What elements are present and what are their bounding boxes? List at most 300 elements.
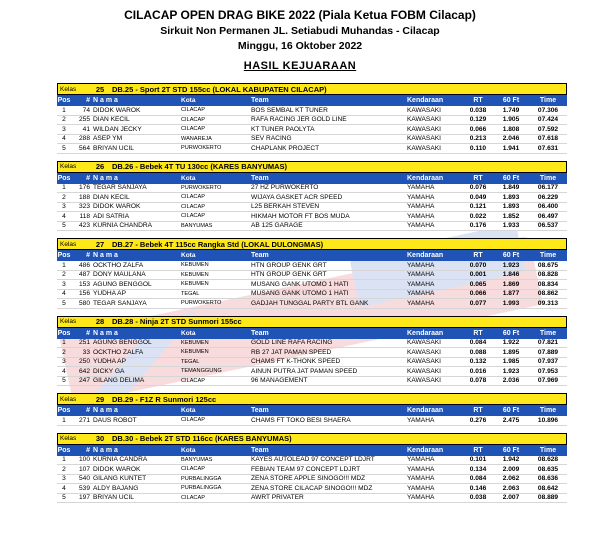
cell-pos: 5 [62, 299, 66, 307]
cell-pos: 3 [62, 203, 66, 211]
cell-pos: 5 [62, 222, 66, 230]
column-header-kota: Kota [181, 329, 196, 337]
table-row [57, 290, 567, 300]
cell-name: WILDAN JECKY [93, 125, 142, 133]
class-label: Kelas [60, 163, 77, 170]
cell-rt: 0.066 [469, 125, 487, 133]
class-block [57, 316, 567, 387]
cell-ft: 2.062 [502, 475, 520, 483]
column-header-kota: Kota [181, 252, 196, 259]
cell-kota: CILACAP [181, 116, 205, 123]
class-block [57, 238, 567, 309]
cell-no: 288 [78, 135, 90, 143]
column-header-name: N a m a [93, 407, 118, 414]
cell-team: KAYES AUTOLEAD 97 CONCEPT LDJRT [251, 456, 375, 464]
cell-team: CHAMS FT K-THONK SPEED [251, 358, 341, 366]
cell-team: CHAMS FT TOKO BESI SHAERA [251, 416, 351, 424]
cell-name: OCKTHO ZALFA [93, 348, 144, 356]
class-title: DB.27 - Bebek 4T 115cc Rangka Std (LOKAL DULONGMAS) [112, 239, 324, 249]
cell-time: 10.896 [537, 416, 559, 424]
cell-no: 251 [78, 339, 90, 347]
cell-no: 642 [78, 367, 90, 375]
cell-pos: 4 [62, 290, 66, 298]
cell-kota: CILACAP [181, 417, 205, 424]
cell-team: SEV RACING [251, 135, 292, 143]
cell-team: FEBIAN TEAM 97 CONCEPT LDJRT [251, 465, 361, 473]
cell-rt: 0.134 [469, 465, 487, 473]
cell-time: 07.424 [537, 116, 559, 124]
column-header-kendaraan: Kendaraan [407, 97, 444, 104]
cell-team: ZENA STORE APPLE SINOGO!!! MDZ [251, 475, 366, 483]
cell-pos: 1 [62, 106, 66, 114]
cell-rt: 0.049 [469, 193, 487, 201]
column-header-time: Time [539, 407, 557, 414]
cell-kota: PURWOKERTO [181, 184, 222, 191]
column-header-pos: Pos [57, 174, 71, 182]
cell-name: GILANG DELIMA [93, 377, 145, 385]
cell-no: 197 [78, 494, 90, 502]
class-block [57, 83, 567, 154]
cell-team: ZENA STORE CILACAP SINOGO!!! MDZ [251, 484, 373, 492]
cell-time: 06.400 [537, 203, 559, 211]
column-header-name: N a m a [93, 174, 118, 182]
cell-time: 06.229 [537, 193, 559, 201]
cell-rt: 0.213 [469, 135, 487, 143]
cell-name: KURNIA CANDRA [93, 456, 148, 464]
cell-name: YUDHA AP [93, 358, 126, 366]
cell-name: DIAN KECIL [93, 193, 130, 201]
cell-time: 06.497 [537, 212, 559, 220]
class-label: Kelas [60, 318, 77, 325]
column-header-team: Team [251, 97, 269, 104]
cell-no: 107 [78, 465, 90, 473]
cell-ft: 1.933 [502, 222, 520, 230]
cell-kota: CILACAP [181, 107, 205, 114]
column-header-pos: Pos [57, 329, 71, 337]
column-header-rt: RT [473, 252, 483, 259]
cell-kend: YAMAHA [407, 456, 435, 464]
column-header-name: N a m a [93, 329, 118, 337]
cell-rt: 0.078 [469, 377, 487, 385]
cell-name: BRIYAN UCIL [93, 144, 134, 152]
cell-rt: 0.084 [469, 339, 487, 347]
column-header-ft60: 60 Ft [502, 407, 520, 414]
cell-rt: 0.084 [469, 475, 487, 483]
class-title: DB.28 - Ninja 2T STD Sunmori 155cc [112, 317, 242, 326]
cell-ft: 1.808 [502, 125, 520, 133]
column-header-row [57, 95, 567, 106]
class-title-bar [57, 393, 567, 405]
cell-name: ADI SATRIA [93, 212, 130, 220]
cell-rt: 0.016 [469, 367, 487, 375]
column-header-ft60: 60 Ft [502, 174, 520, 182]
cell-ft: 1.852 [502, 212, 520, 220]
class-number: 28 [95, 317, 105, 326]
cell-time: 06.177 [537, 184, 559, 192]
table-row [57, 299, 567, 309]
cell-team: RAFA RACING JER GOLD LINE [251, 116, 347, 124]
cell-ft: 1.846 [502, 271, 520, 279]
cell-kend: KAWASAKI [407, 135, 441, 143]
cell-kota: TEMANGGUNG [181, 368, 222, 375]
cell-time: 08.828 [537, 271, 559, 279]
cell-kend: YAMAHA [407, 494, 435, 502]
cell-no: 487 [78, 271, 90, 279]
table-row [57, 465, 567, 475]
cell-team: AWRT PRIVATER [251, 494, 304, 502]
cell-pos: 3 [62, 280, 66, 288]
cell-ft: 1.893 [502, 203, 520, 211]
table-row [57, 135, 567, 145]
cell-time: 08.636 [537, 475, 559, 483]
class-title-bar [57, 316, 567, 328]
table-row [57, 106, 567, 116]
class-title: DB.30 - Bebek 2T STD 116cc (KARES BANYUMAS) [112, 434, 292, 443]
cell-kend: YAMAHA [407, 222, 435, 230]
class-block [57, 393, 567, 426]
cell-pos: 3 [62, 125, 66, 133]
cell-no: 539 [78, 484, 90, 492]
column-header-kota: Kota [181, 407, 196, 414]
cell-team: BOS SEMBAL KT TUNER [251, 106, 328, 114]
cell-team: AB 125 GARAGE [251, 222, 303, 230]
cell-kend: KAWASAKI [407, 144, 441, 152]
cell-kend: YAMAHA [407, 416, 435, 424]
cell-no: 250 [78, 358, 90, 366]
cell-rt: 0.065 [469, 280, 487, 288]
cell-ft: 1.923 [502, 367, 520, 375]
column-header-kota: Kota [181, 446, 196, 454]
column-header-pos: Pos [57, 446, 71, 454]
column-header-kendaraan: Kendaraan [407, 407, 444, 414]
cell-ft: 1.923 [502, 261, 520, 269]
cell-ft: 1.877 [502, 290, 520, 298]
cell-name: DONY MAULANA [93, 271, 146, 279]
cell-rt: 0.132 [469, 358, 487, 366]
column-header-name: N a m a [93, 446, 118, 454]
results-heading: HASIL KEJUARAAN [243, 60, 357, 72]
cell-ft: 2.009 [502, 465, 520, 473]
cell-no: 156 [78, 290, 90, 298]
table-row [57, 261, 567, 271]
class-title-bar [57, 83, 567, 95]
cell-time: 08.635 [537, 465, 559, 473]
cell-kend: KAWASAKI [407, 116, 441, 124]
cell-no: 153 [78, 280, 90, 288]
table-row [57, 271, 567, 281]
column-header-no: # [86, 407, 90, 414]
cell-rt: 0.088 [469, 348, 487, 356]
cell-time: 07.631 [537, 144, 559, 152]
cell-rt: 0.110 [469, 144, 487, 152]
cell-pos: 2 [62, 271, 66, 279]
cell-name: DAUS ROBOT [93, 416, 137, 424]
cell-name: OCKTHO ZALFA [93, 261, 144, 269]
cell-ft: 1.985 [502, 358, 520, 366]
cell-kota: PURWOKERTO [181, 145, 222, 152]
report-header [0, 0, 600, 75]
column-header-name: N a m a [93, 252, 118, 259]
cell-kota: BANYUMAS [181, 222, 213, 229]
cell-ft: 1.993 [502, 299, 520, 307]
table-row [57, 212, 567, 222]
column-header-time: Time [539, 329, 557, 337]
column-header-row [57, 445, 567, 456]
column-header-name: N a m a [93, 97, 118, 104]
cell-rt: 0.022 [469, 212, 487, 220]
cell-kend: YAMAHA [407, 203, 435, 211]
cell-no: 323 [78, 203, 90, 211]
cell-team: AINUN PUTRA JAT PAMAN SPEED [251, 367, 358, 375]
table-row [57, 367, 567, 377]
class-number: 25 [95, 84, 105, 94]
column-header-row [57, 328, 567, 339]
class-title-bar [57, 433, 567, 445]
table-row [57, 416, 567, 426]
cell-time: 07.306 [537, 106, 559, 114]
cell-kend: YAMAHA [407, 299, 435, 307]
cell-no: 41 [82, 125, 90, 133]
class-title: DB.26 - Bebek 4T TU 130cc (KARES BANYUMAS) [112, 162, 288, 171]
cell-ft: 1.922 [502, 339, 520, 347]
cell-team: GOLD LINE RAFA RACING [251, 339, 333, 347]
cell-time: 08.628 [537, 456, 559, 464]
cell-kend: KAWASAKI [407, 367, 441, 375]
cell-pos: 3 [62, 475, 66, 483]
class-label: Kelas [60, 395, 77, 403]
table-row [57, 222, 567, 232]
column-header-rt: RT [473, 174, 483, 182]
class-label: Kelas [60, 240, 77, 248]
column-header-no: # [86, 252, 90, 259]
cell-name: DICKY GA [93, 367, 125, 375]
cell-no: 486 [78, 261, 90, 269]
column-header-rt: RT [473, 446, 483, 454]
cell-ft: 2.046 [502, 135, 520, 143]
cell-kota: KEBUMEN [181, 262, 209, 269]
class-block [57, 161, 567, 232]
column-header-row [57, 250, 567, 261]
column-header-kendaraan: Kendaraan [407, 174, 444, 182]
cell-rt: 0.146 [469, 484, 487, 492]
table-row [57, 348, 567, 358]
cell-rt: 0.076 [469, 184, 487, 192]
class-title: DB.25 - Sport 2T STD 155cc (LOKAL KABUPATEN CILACAP) [112, 84, 327, 94]
cell-kend: YAMAHA [407, 271, 435, 279]
column-header-rt: RT [473, 407, 483, 414]
cell-team: RB 27 JAT PAMAN SPEED [251, 348, 332, 356]
cell-ft: 1.893 [502, 193, 520, 201]
class-number: 26 [95, 162, 105, 171]
cell-team: MUSANG GANK UTOMO 1 HATI [251, 290, 349, 298]
cell-ft: 1.905 [502, 116, 520, 124]
cell-pos: 4 [62, 135, 66, 143]
cell-ft: 2.007 [502, 494, 520, 502]
cell-kend: YAMAHA [407, 465, 435, 473]
column-header-pos: Pos [57, 97, 71, 104]
column-header-time: Time [539, 446, 557, 454]
column-header-time: Time [539, 174, 557, 182]
cell-kend: YAMAHA [407, 212, 435, 220]
cell-rt: 0.070 [469, 261, 487, 269]
class-block [57, 433, 567, 504]
cell-time: 08.862 [537, 290, 559, 298]
cell-pos: 5 [62, 144, 66, 152]
table-row [57, 280, 567, 290]
table-row [57, 475, 567, 485]
cell-ft: 1.849 [502, 184, 520, 192]
cell-no: 100 [78, 456, 90, 464]
cell-name: AGUNG BENGGOL [93, 339, 152, 347]
table-row [57, 184, 567, 194]
class-number: 27 [95, 239, 105, 249]
cell-kota: WANAREJA [181, 135, 212, 142]
cell-no: 188 [78, 193, 90, 201]
column-header-no: # [86, 329, 90, 337]
table-row [57, 144, 567, 154]
cell-kend: KAWASAKI [407, 125, 441, 133]
class-label: Kelas [60, 435, 77, 442]
cell-kend: KAWASAKI [407, 339, 441, 347]
cell-rt: 0.038 [469, 106, 487, 114]
cell-kend: YAMAHA [407, 475, 435, 483]
cell-no: 540 [78, 475, 90, 483]
cell-time: 07.969 [537, 377, 559, 385]
cell-kend: YAMAHA [407, 484, 435, 492]
cell-ft: 2.063 [502, 484, 520, 492]
table-row [57, 203, 567, 213]
table-row [57, 456, 567, 466]
event-date: Minggu, 16 Oktober 2022 [237, 40, 363, 52]
cell-time: 07.592 [537, 125, 559, 133]
cell-no: 255 [78, 116, 90, 124]
class-number: 29 [95, 394, 105, 404]
cell-time: 07.821 [537, 339, 559, 347]
cell-kend: KAWASAKI [407, 106, 441, 114]
cell-kota: CILACAP [181, 203, 205, 210]
column-header-pos: Pos [57, 252, 71, 259]
cell-pos: 1 [62, 456, 66, 464]
cell-pos: 1 [62, 261, 66, 269]
cell-kend: YAMAHA [407, 290, 435, 298]
cell-kend: KAWASAKI [407, 348, 441, 356]
cell-rt: 0.066 [469, 290, 487, 298]
cell-kota: CILACAP [181, 377, 205, 384]
cell-name: GILANG KUNTET [93, 475, 147, 483]
cell-team: KT TUNER PAOLYTA [251, 125, 315, 133]
cell-kota: TEGAL [181, 290, 200, 297]
cell-team: WIJAYA GASKET ACR SPEED [251, 193, 343, 201]
cell-time: 07.953 [537, 367, 559, 375]
table-row [57, 494, 567, 504]
cell-kota: CILACAP [181, 466, 205, 473]
cell-rt: 0.101 [469, 456, 487, 464]
table-row [57, 358, 567, 368]
cell-kota: CILACAP [181, 194, 205, 201]
cell-pos: 1 [62, 184, 66, 192]
cell-team: 27 HZ PURWOKERTO [251, 184, 319, 192]
cell-kota: KEBUMEN [181, 281, 209, 288]
column-header-team: Team [251, 446, 269, 454]
cell-kota: PURWOKERTO [181, 300, 222, 307]
cell-name: DIDOK WAROK [93, 465, 141, 473]
cell-no: 271 [78, 416, 90, 424]
cell-kota: PURBALINGGA [181, 485, 222, 492]
cell-name: YUDHA AP [93, 290, 126, 298]
table-row [57, 125, 567, 135]
column-header-kendaraan: Kendaraan [407, 329, 444, 337]
cell-rt: 0.129 [469, 116, 487, 124]
cell-no: 580 [78, 299, 90, 307]
cell-ft: 1.749 [502, 106, 520, 114]
column-header-team: Team [251, 252, 269, 259]
table-row [57, 339, 567, 349]
column-header-no: # [86, 97, 90, 104]
cell-time: 07.618 [537, 135, 559, 143]
cell-team: 96 MANAGEMENT [251, 377, 308, 385]
cell-rt: 0.077 [469, 299, 487, 307]
cell-kota: CILACAP [181, 126, 205, 133]
cell-pos: 4 [62, 484, 66, 492]
class-label: Kelas [60, 85, 77, 93]
results-classes [57, 83, 567, 510]
cell-team: MUSANG GANK UTOMO 1 HATI [251, 280, 349, 288]
cell-time: 07.889 [537, 348, 559, 356]
cell-time: 09.313 [537, 299, 559, 307]
cell-rt: 0.121 [469, 203, 487, 211]
cell-name: AGUNG BENGGOL [93, 280, 152, 288]
column-header-rt: RT [473, 97, 483, 104]
column-header-time: Time [539, 97, 557, 104]
class-title-bar [57, 161, 567, 173]
cell-team: L25 BERKAH STEVEN [251, 203, 320, 211]
cell-rt: 0.038 [469, 494, 487, 502]
cell-no: 118 [79, 212, 90, 220]
cell-name: ALDY BAJANG [93, 484, 139, 492]
cell-pos: 4 [62, 212, 66, 220]
column-header-ft60: 60 Ft [502, 446, 520, 454]
cell-ft: 2.036 [502, 377, 520, 385]
cell-no: 74 [82, 106, 90, 114]
cell-name: DIAN KECIL [93, 116, 130, 124]
column-header-kendaraan: Kendaraan [407, 446, 444, 454]
column-header-pos: Pos [57, 407, 71, 414]
cell-kend: YAMAHA [407, 280, 435, 288]
cell-time: 08.675 [537, 261, 559, 269]
cell-time: 06.537 [537, 222, 559, 230]
cell-ft: 1.942 [502, 456, 520, 464]
cell-kota: BANYUMAS [181, 456, 213, 463]
cell-kend: KAWASAKI [407, 377, 441, 385]
column-header-row [57, 173, 567, 184]
cell-name: KURNIA CHANDRA [93, 222, 152, 230]
column-header-no: # [86, 446, 90, 454]
cell-time: 08.642 [537, 484, 559, 492]
event-title: CILACAP OPEN DRAG BIKE 2022 (Piala Ketua FOBM Cilacap) [124, 8, 476, 22]
class-title-bar [57, 238, 567, 250]
cell-time: 08.889 [537, 494, 559, 502]
cell-pos: 5 [62, 494, 66, 502]
cell-pos: 5 [62, 377, 66, 385]
cell-kend: YAMAHA [407, 261, 435, 269]
cell-pos: 2 [62, 465, 66, 473]
table-row [57, 116, 567, 126]
cell-kota: PURBALINGGA [181, 475, 222, 482]
table-row [57, 484, 567, 494]
column-header-kota: Kota [181, 174, 196, 182]
table-row [57, 377, 567, 387]
cell-no: 423 [78, 222, 90, 230]
